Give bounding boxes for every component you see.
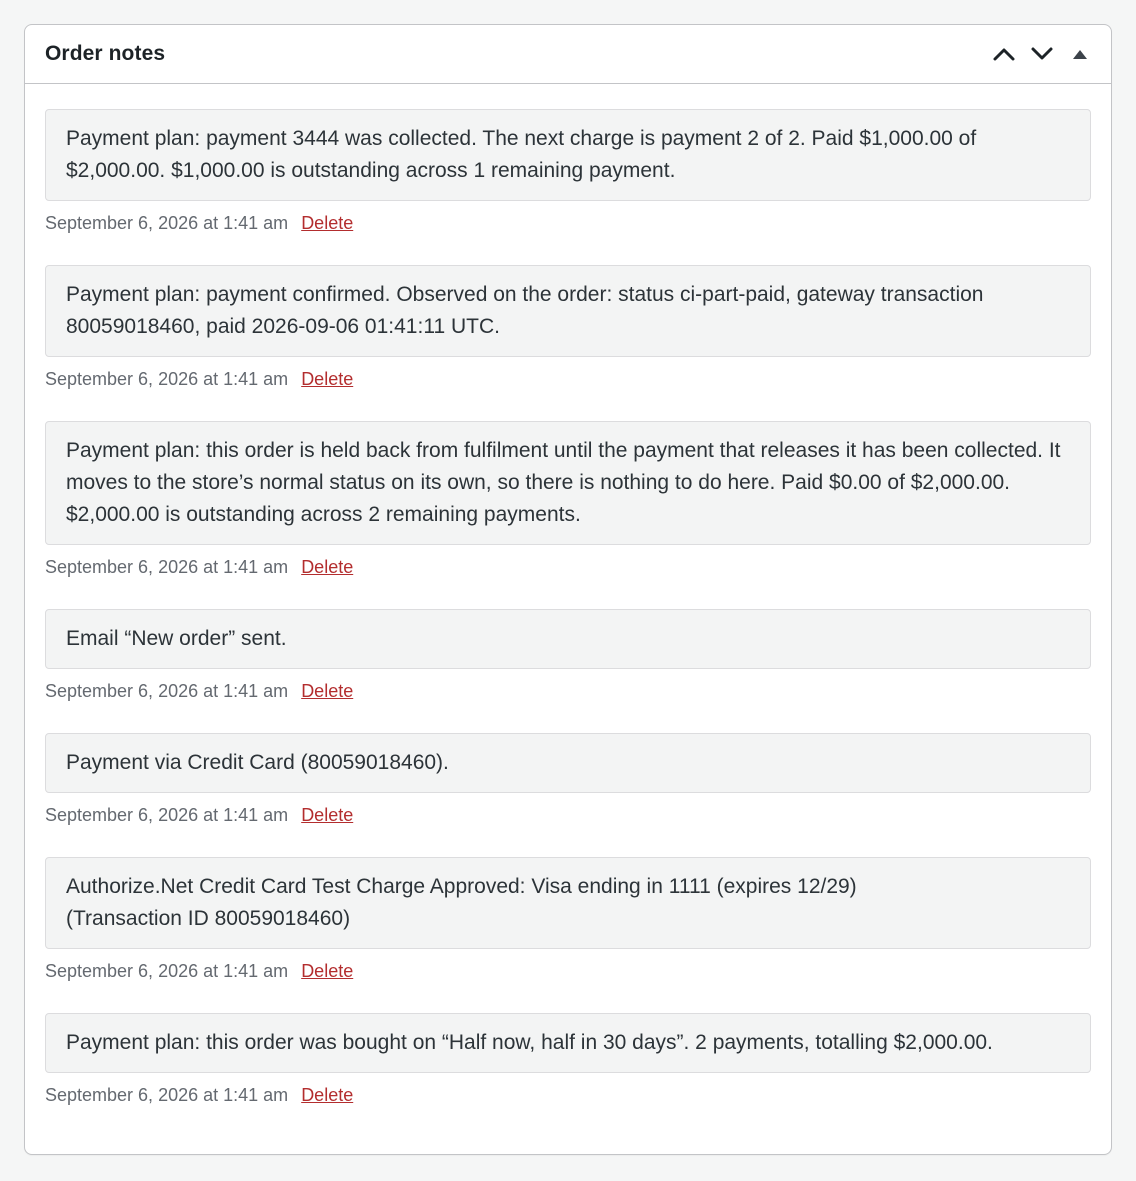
note-content: Payment plan: payment confirmed. Observed on the order: status ci-part-paid, gateway transaction 80059018460, paid 2026-09-06 01:41:11 UTC. [45, 265, 1091, 357]
note-meta [45, 959, 1091, 983]
note-meta [45, 367, 1091, 391]
note-content: Payment via Credit Card (80059018460). [45, 733, 1091, 793]
delete-note-link[interactable]: Delete [301, 213, 354, 233]
panel-title: Order notes [45, 42, 166, 65]
note-item [45, 733, 1091, 827]
note-date: September 6, 2026 at 1:41 am [45, 961, 289, 981]
note-content: Payment plan: payment 3444 was collected. The next charge is payment 2 of 2. Paid $1,000.00 of $2,000.00. $1,000.00 is outstanding across 1 remaining payment. [45, 109, 1091, 201]
note-date: September 6, 2026 at 1:41 am [45, 557, 289, 577]
chevron-down-icon [1030, 42, 1054, 66]
delete-note-link[interactable]: Delete [301, 557, 354, 577]
note-item [45, 609, 1091, 703]
notes-list [25, 84, 1111, 1107]
note-date: September 6, 2026 at 1:41 am [45, 1085, 289, 1105]
triangle-up-icon [1071, 45, 1089, 63]
note-meta [45, 211, 1091, 235]
toggle-panel-button[interactable] [1061, 35, 1099, 73]
note-item [45, 109, 1091, 235]
note-content: Payment plan: this order was bought on “Half now, half in 30 days”. 2 payments, totalling $2,000.00. [45, 1013, 1091, 1073]
panel-header [25, 25, 1111, 84]
note-content: Authorize.Net Credit Card Test Charge Approved: Visa ending in 1111 (expires 12/29) (Transaction ID 80059018460) [45, 857, 1091, 949]
note-item [45, 265, 1091, 391]
order-notes-panel [24, 24, 1112, 1155]
note-meta [45, 555, 1091, 579]
note-item [45, 857, 1091, 983]
move-up-button[interactable] [985, 35, 1023, 73]
note-item [45, 1013, 1091, 1107]
delete-note-link[interactable]: Delete [301, 961, 354, 981]
delete-note-link[interactable]: Delete [301, 681, 354, 701]
note-date: September 6, 2026 at 1:41 am [45, 369, 289, 389]
note-content: Payment plan: this order is held back from fulfilment until the payment that releases it has been collected. It moves to the store’s normal status on its own, so there is nothing to do here. Paid $0.00 of $2,000.00. $2,000.00 is outstanding across 2 remaining payments. [45, 421, 1091, 545]
chevron-up-icon [992, 42, 1016, 66]
note-date: September 6, 2026 at 1:41 am [45, 213, 289, 233]
move-down-button[interactable] [1023, 35, 1061, 73]
panel-actions [985, 35, 1099, 73]
note-date: September 6, 2026 at 1:41 am [45, 805, 289, 825]
note-content: Email “New order” sent. [45, 609, 1091, 669]
note-meta [45, 803, 1091, 827]
delete-note-link[interactable]: Delete [301, 805, 354, 825]
delete-note-link[interactable]: Delete [301, 369, 354, 389]
note-meta [45, 679, 1091, 703]
note-date: September 6, 2026 at 1:41 am [45, 681, 289, 701]
note-item [45, 421, 1091, 579]
note-meta [45, 1083, 1091, 1107]
delete-note-link[interactable]: Delete [301, 1085, 354, 1105]
